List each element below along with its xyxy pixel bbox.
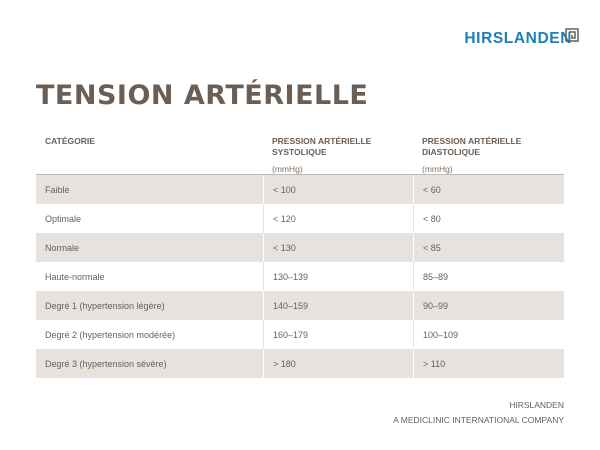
header-diastolic: [413, 130, 564, 174]
systolic-cell: 130–139: [263, 262, 413, 291]
brand-mark-icon: [564, 27, 580, 43]
systolic-cell: < 130: [263, 233, 413, 262]
header-systolic-unit: (mmHg): [272, 164, 303, 174]
diastolic-cell: > 110: [413, 349, 564, 378]
page-title: TENSION ARTÉRIELLE: [36, 80, 369, 111]
table-row: [36, 349, 564, 378]
table-row: [36, 320, 564, 349]
category-cell: Degré 3 (hypertension sévère): [45, 358, 167, 369]
header-diastolic-label: PRESSION ARTÉRIELLE DIASTOLIQUE: [422, 136, 522, 157]
category-cell: Haute-normale: [45, 271, 105, 282]
footer: [393, 398, 564, 428]
systolic-cell: < 100: [263, 175, 413, 204]
table-row: [36, 262, 564, 291]
diastolic-cell: < 60: [413, 175, 564, 204]
footer-line-1: HIRSLANDEN: [509, 400, 564, 410]
footer-line-2: A MEDICLINIC INTERNATIONAL COMPANY: [393, 415, 564, 425]
header-systolic-label: PRESSION ARTÉRIELLE SYSTOLIQUE: [272, 136, 372, 157]
systolic-cell: > 180: [263, 349, 413, 378]
table-row: [36, 175, 564, 204]
systolic-cell: 160–179: [263, 320, 413, 349]
category-cell: Degré 2 (hypertension modérée): [45, 329, 176, 340]
table-header: [36, 130, 564, 175]
diastolic-cell: 90–99: [413, 291, 564, 320]
header-category: [36, 130, 263, 174]
table-row: [36, 204, 564, 233]
category-cell: Optimale: [45, 213, 82, 224]
diastolic-cell: 85–89: [413, 262, 564, 291]
brand-name: HIRSLANDEN: [464, 30, 572, 47]
category-cell: Degré 1 (hypertension légère): [45, 300, 165, 311]
table-body: [36, 175, 564, 378]
category-cell: Faible: [45, 184, 70, 195]
diastolic-cell: < 80: [413, 204, 564, 233]
diastolic-cell: 100–109: [413, 320, 564, 349]
table-row: [36, 233, 564, 262]
header-systolic: [263, 130, 413, 174]
table-row: [36, 291, 564, 320]
diastolic-cell: < 85: [413, 233, 564, 262]
blood-pressure-table: [36, 130, 564, 378]
brand-logo: [464, 30, 572, 48]
category-cell: Normale: [45, 242, 80, 253]
header-diastolic-unit: (mmHg): [422, 164, 453, 174]
systolic-cell: 140–159: [263, 291, 413, 320]
header-category-label: CATÉGORIE: [45, 136, 95, 146]
systolic-cell: < 120: [263, 204, 413, 233]
